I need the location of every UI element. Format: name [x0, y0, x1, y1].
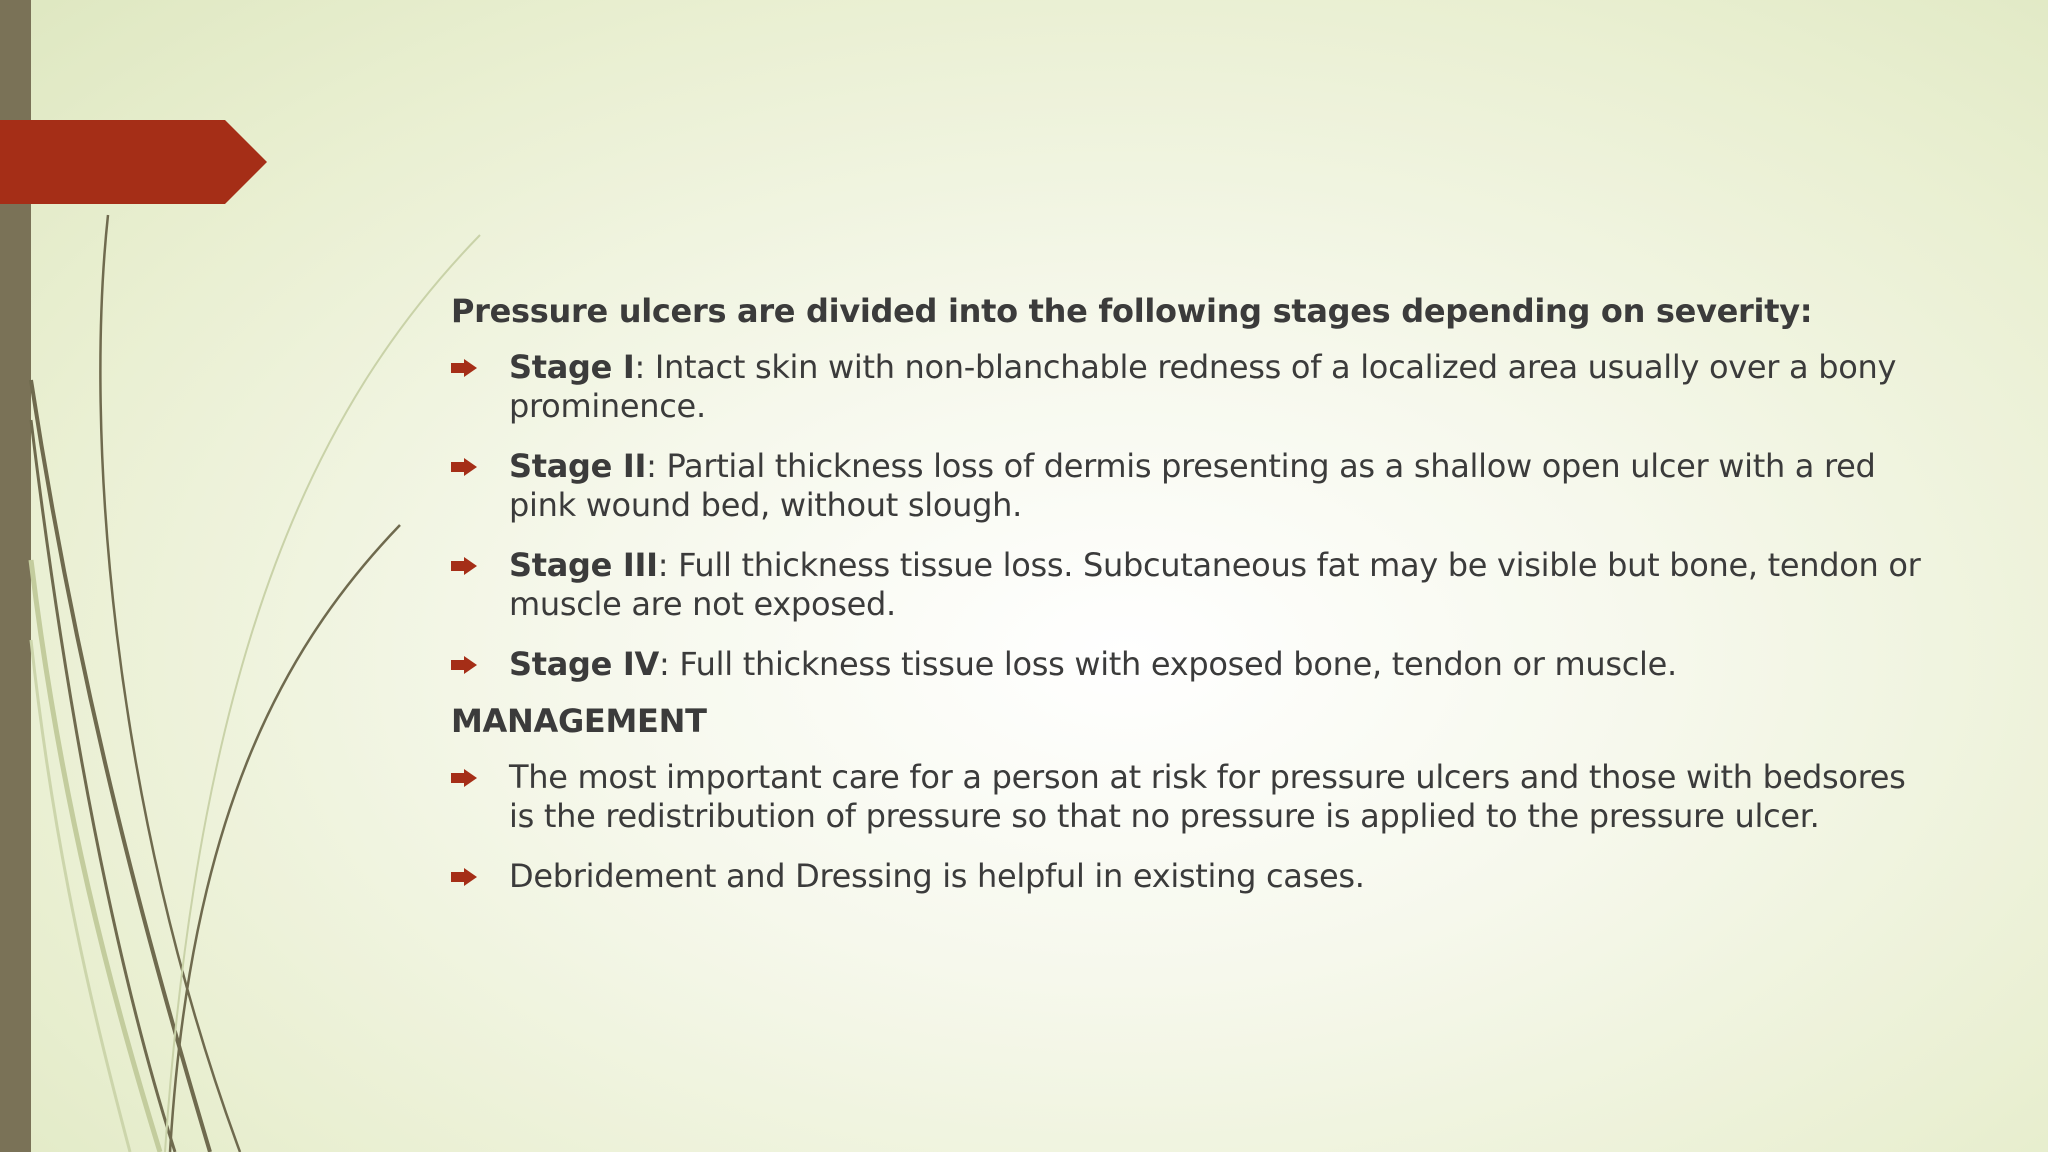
stage-label: Stage III — [509, 546, 658, 584]
arrow-right-icon — [451, 868, 477, 886]
arrow-right-icon — [451, 458, 477, 476]
stage-description: : Partial thickness loss of dermis presenting as a shallow open ulcer with a red pink wound bed, without slough. — [509, 447, 1876, 524]
list-item — [451, 758, 1931, 836]
stage-list — [451, 348, 1931, 684]
leaf-stroke-faint — [31, 560, 160, 1152]
list-item — [451, 447, 1931, 525]
leaf-stroke — [31, 380, 210, 1152]
leaf-stroke-faint — [165, 235, 480, 1152]
stage-label: Stage I — [509, 348, 635, 386]
arrow-right-icon — [451, 769, 477, 787]
stage-description: : Full thickness tissue loss with exposed bone, tendon or muscle. — [658, 645, 1677, 683]
title-banner-arrow — [0, 120, 267, 204]
slide-content — [451, 290, 1931, 896]
list-item — [451, 645, 1931, 684]
leaf-stroke-faint — [31, 640, 130, 1152]
management-text: Debridement and Dressing is helpful in existing cases. — [509, 857, 1365, 895]
stage-label: Stage IV — [509, 645, 659, 683]
stage-label: Stage II — [509, 447, 647, 485]
arrow-right-icon — [451, 656, 477, 674]
list-item — [451, 857, 1931, 896]
arrow-right-icon — [451, 359, 477, 377]
management-heading: MANAGEMENT — [451, 702, 707, 740]
intro-text: Pressure ulcers are divided into the following stages depending on severity: — [451, 292, 1813, 330]
management-list — [451, 758, 1931, 896]
stage-description: : Full thickness tissue loss. Subcutaneous fat may be visible but bone, tendon or muscle are not exposed. — [509, 546, 1921, 623]
list-item — [451, 348, 1931, 426]
leaf-stroke — [170, 525, 400, 1152]
stage-description: : Intact skin with non-blanchable redness of a localized area usually over a bony prominence. — [509, 348, 1897, 425]
list-item — [451, 546, 1931, 624]
management-text: The most important care for a person at risk for pressure ulcers and those with bedsores is the redistribution of pressure so that no pressure is applied to the pressure ulcer. — [509, 758, 1906, 835]
arrow-right-icon — [451, 557, 477, 575]
